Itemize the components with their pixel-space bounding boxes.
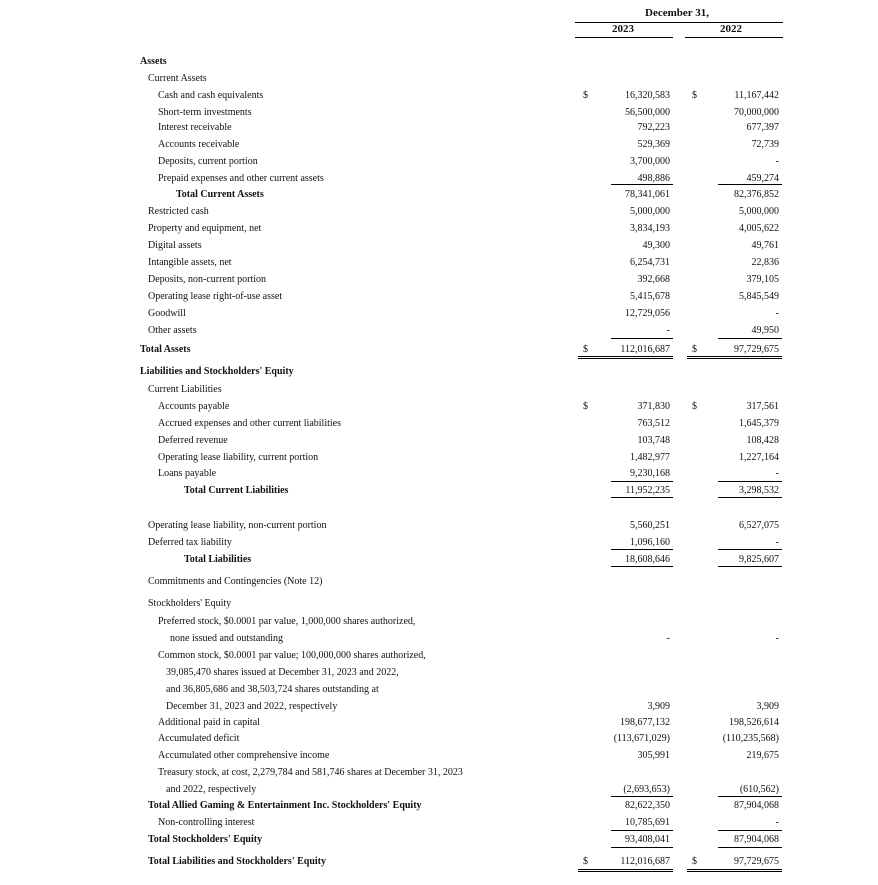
row-label: Total Liabilities and Stockholders' Equity [148, 856, 327, 867]
value-2023: 792,223 [637, 122, 670, 133]
row-label: Stockholders' Equity [148, 598, 232, 609]
value-2022: 1,227,164 [739, 452, 779, 463]
subtotal-rule [611, 847, 673, 848]
value-2022: 3,909 [756, 701, 779, 712]
value-2023: 5,560,251 [630, 520, 670, 531]
subtotal-rule [718, 549, 782, 550]
row-label: Deposits, non-current portion [148, 274, 267, 285]
value-2023: 392,668 [637, 274, 670, 285]
currency-symbol: $ [692, 401, 697, 412]
row-label: Loans payable [158, 468, 217, 479]
row-label: Assets [140, 56, 167, 67]
value-2022: 5,845,549 [739, 291, 779, 302]
value-2022: 49,761 [751, 240, 779, 251]
subtotal-rule [611, 481, 673, 482]
row-label: Total Current Liabilities [184, 485, 289, 496]
value-2022: 3,298,532 [739, 485, 779, 496]
subtotal-rule [718, 796, 782, 797]
value-2022: - [775, 308, 779, 319]
value-2022: 22,836 [751, 257, 779, 268]
row-label: Digital assets [148, 240, 202, 251]
value-2023: 112,016,687 [620, 344, 670, 355]
value-2023: 498,886 [637, 173, 670, 184]
subtotal-rule [611, 497, 673, 498]
subtotal-rule [718, 566, 782, 567]
row-label: Additional paid in capital [158, 717, 260, 728]
subtotal-rule [718, 184, 782, 185]
row-label: Operating lease liability, non-current portion [148, 520, 327, 531]
value-2022: 379,105 [746, 274, 779, 285]
value-2022: 317,561 [746, 401, 779, 412]
row-label: Operating lease right-of-use asset [148, 291, 283, 302]
value-2023: (113,671,029) [613, 733, 670, 744]
value-2023: 3,834,193 [630, 223, 670, 234]
row-label: Goodwill [148, 308, 186, 319]
subtotal-rule [718, 338, 782, 339]
subtotal-rule [611, 184, 673, 185]
value-2022: (610,562) [739, 784, 779, 795]
value-2022: 87,904,068 [734, 834, 779, 845]
row-label: December 31, 2023 and 2022, respectively [166, 701, 338, 712]
value-2023: 103,748 [637, 435, 670, 446]
value-2023: 6,254,731 [630, 257, 670, 268]
double-rule [687, 869, 782, 870]
row-label: Interest receivable [158, 122, 232, 133]
value-2023: 82,622,350 [625, 800, 670, 811]
value-2023: 93,408,041 [625, 834, 670, 845]
row-label: Total Liabilities [184, 554, 252, 565]
value-2022: 97,729,675 [734, 856, 779, 867]
row-label: Accumulated other comprehensive income [158, 750, 330, 761]
value-2023: 1,096,160 [630, 537, 670, 548]
row-label: Deposits, current portion [158, 156, 258, 167]
value-2022: 70,000,000 [734, 107, 779, 118]
period-header: December 31, [645, 7, 709, 19]
row-label: Total Stockholders' Equity [148, 834, 263, 845]
subtotal-rule [718, 830, 782, 831]
double-rule [687, 871, 782, 872]
value-2022: 459,274 [746, 173, 779, 184]
value-2023: 10,785,691 [625, 817, 670, 828]
value-2023: 371,830 [637, 401, 670, 412]
value-2022: - [775, 537, 779, 548]
column-header-2022: 2022 [720, 23, 742, 35]
subtotal-rule [611, 830, 673, 831]
value-2023: 112,016,687 [620, 856, 670, 867]
currency-symbol: $ [583, 344, 588, 355]
value-2022: 6,527,075 [739, 520, 779, 531]
value-2023: 5,000,000 [630, 206, 670, 217]
subtotal-rule [611, 549, 673, 550]
row-label: Common stock, $0.0001 par value; 100,000,000 shares authorized, [158, 650, 426, 661]
value-2022: 198,526,614 [729, 717, 779, 728]
double-rule [578, 869, 673, 870]
row-label: Short-term investments [158, 107, 252, 118]
subtotal-rule [718, 481, 782, 482]
value-2022: (110,235,568) [722, 733, 779, 744]
row-label: Liabilities and Stockholders' Equity [140, 366, 294, 377]
value-2023: 763,512 [637, 418, 670, 429]
value-2023: 1,482,977 [630, 452, 670, 463]
value-2022: - [775, 468, 779, 479]
currency-symbol: $ [583, 401, 588, 412]
value-2023: 16,320,583 [625, 90, 670, 101]
value-2023: 9,230,168 [630, 468, 670, 479]
value-2023: - [666, 325, 670, 336]
row-label: Non-controlling interest [158, 817, 255, 828]
row-label: none issued and outstanding [170, 633, 284, 644]
subtotal-rule [611, 566, 673, 567]
value-2022: 9,825,607 [739, 554, 779, 565]
currency-symbol: $ [692, 856, 697, 867]
double-rule [578, 871, 673, 872]
row-label: Prepaid expenses and other current assets [158, 173, 324, 184]
row-label: Accumulated deficit [158, 733, 240, 744]
currency-symbol: $ [583, 856, 588, 867]
row-label: and 2022, respectively [166, 784, 257, 795]
column-header-2023: 2023 [612, 23, 634, 35]
row-label: and 36,805,686 and 38,503,724 shares outstanding at [166, 684, 379, 695]
row-label: Intangible assets, net [148, 257, 232, 268]
value-2022: 49,950 [751, 325, 779, 336]
subtotal-rule [611, 796, 673, 797]
double-rule [578, 358, 673, 359]
value-2023: 198,677,132 [620, 717, 670, 728]
row-label: Current Assets [148, 73, 207, 84]
value-2023: - [666, 633, 670, 644]
value-2023: 18,608,646 [625, 554, 670, 565]
column-header-rule-2022 [685, 37, 783, 38]
value-2022: 97,729,675 [734, 344, 779, 355]
column-header-rule-2023 [575, 37, 673, 38]
value-2022: - [775, 633, 779, 644]
value-2022: 677,397 [746, 122, 779, 133]
row-label: Treasury stock, at cost, 2,279,784 and 581,746 shares at December 31, 2023 [158, 767, 463, 778]
row-label: Cash and cash equivalents [158, 90, 264, 101]
row-label: Accounts receivable [158, 139, 240, 150]
row-label: Operating lease liability, current portion [158, 452, 319, 463]
value-2023: 3,700,000 [630, 156, 670, 167]
value-2023: (2,693,653) [623, 784, 670, 795]
value-2022: 82,376,852 [734, 189, 779, 200]
row-label: Total Assets [140, 344, 191, 355]
row-label: Total Current Assets [176, 189, 264, 200]
row-label: Property and equipment, net [148, 223, 262, 234]
row-label: 39,085,470 shares issued at December 31, 2023 and 2022, [166, 667, 399, 678]
currency-symbol: $ [583, 90, 588, 101]
value-2022: 72,739 [751, 139, 779, 150]
value-2023: 3,909 [647, 701, 670, 712]
row-label: Commitments and Contingencies (Note 12) [148, 576, 323, 587]
currency-symbol: $ [692, 90, 697, 101]
row-label: Deferred revenue [158, 435, 228, 446]
value-2023: 529,369 [637, 139, 670, 150]
value-2022: - [775, 156, 779, 167]
value-2023: 78,341,061 [625, 189, 670, 200]
row-label: Preferred stock, $0.0001 par value, 1,000,000 shares authorized, [158, 616, 416, 627]
row-label: Deferred tax liability [148, 537, 232, 548]
double-rule [687, 358, 782, 359]
value-2022: 219,675 [746, 750, 779, 761]
subtotal-rule [718, 497, 782, 498]
value-2023: 11,952,235 [625, 485, 670, 496]
value-2022: 108,428 [746, 435, 779, 446]
value-2023: 49,300 [642, 240, 670, 251]
period-header-rule [575, 22, 783, 23]
subtotal-rule [718, 847, 782, 848]
row-label: Accrued expenses and other current liabilities [158, 418, 341, 429]
value-2023: 305,991 [637, 750, 670, 761]
currency-symbol: $ [692, 344, 697, 355]
value-2022: 87,904,068 [734, 800, 779, 811]
row-label: Total Allied Gaming & Entertainment Inc. Stockholders' Equity [148, 800, 422, 811]
double-rule [687, 356, 782, 357]
value-2023: 5,415,678 [630, 291, 670, 302]
value-2023: 56,500,000 [625, 107, 670, 118]
value-2022: - [775, 817, 779, 828]
row-label: Accounts payable [158, 401, 230, 412]
value-2022: 1,645,379 [739, 418, 779, 429]
row-label: Other assets [148, 325, 197, 336]
row-label: Current Liabilities [148, 384, 222, 395]
value-2023: 12,729,056 [625, 308, 670, 319]
value-2022: 11,167,442 [734, 90, 779, 101]
double-rule [578, 356, 673, 357]
value-2022: 4,005,622 [739, 223, 779, 234]
row-label: Restricted cash [148, 206, 209, 217]
subtotal-rule [611, 338, 673, 339]
value-2022: 5,000,000 [739, 206, 779, 217]
